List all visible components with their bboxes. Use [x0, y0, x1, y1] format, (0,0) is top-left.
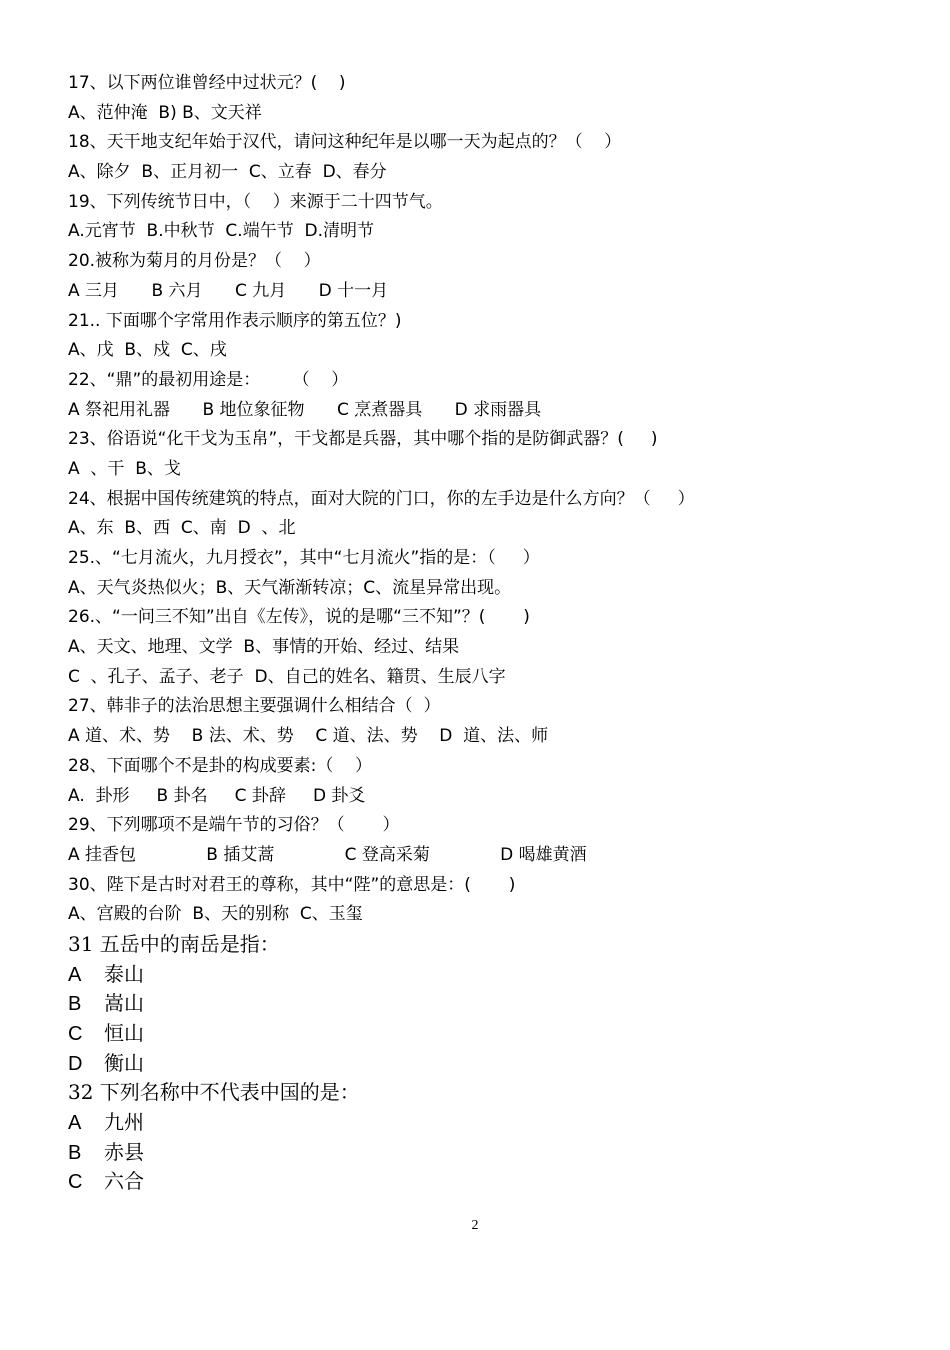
option-31-c [68, 1019, 928, 1049]
question-30: 30、陛下是古时对君王的尊称，其中“陛”的意思是：( ) [68, 874, 516, 895]
answer-27: A 道、术、势 B 法、术、势 C 道、法、势 D 道、法、师 [68, 726, 549, 747]
option-letter: C [68, 1171, 83, 1194]
answer-28: A. 卦形 B 卦名 C 卦辞 D 卦爻 [68, 785, 366, 806]
page-number: 2 [471, 1218, 479, 1233]
answer-26-cd: C 、孔子、孟子、老子 D、自己的姓名、籍贯、生辰八字 [68, 666, 506, 687]
option-text: 九州 [104, 1110, 144, 1135]
option-text: 赤县 [104, 1139, 144, 1164]
answer-19: A.元宵节 B.中秋节 C.端午节 D.清明节 [68, 221, 374, 242]
option-32-b [68, 1138, 928, 1168]
answer-30: A、宫殿的台阶 B、天的别称 C、玉玺 [68, 904, 363, 925]
question-25: 25.、“七月流火，九月授衣”，其中“七月流火”指的是：（ ） [68, 548, 540, 568]
option-letter: B [68, 1141, 82, 1164]
question-17: 17、以下两位谁曾经中过状元？( ) [68, 73, 346, 93]
question-24: 24、根据中国传统建筑的特点，面对大院的门口，你的左手边是什么方向？（ ） [68, 488, 695, 509]
answer-20: A 三月 B 六月 C 九月 D 十一月 [68, 280, 389, 301]
option-text: 泰山 [104, 961, 144, 986]
question-27: 27、韩非子的法治思想主要强调什么相结合（ ） [68, 696, 441, 717]
answer-29: A 挂香包 B 插艾蒿 C 登高采菊 D 喝雄黄酒 [68, 844, 587, 865]
question-28: 28、下面哪个不是卦的构成要素:（ ） [68, 755, 372, 776]
option-32-c [68, 1167, 928, 1197]
question-20: 20.被称为菊月的月份是？（ ） [68, 251, 321, 272]
answer-18: A、除夕 B、正月初一 C、立春 D、春分 [68, 162, 387, 183]
option-letter: A [68, 963, 82, 986]
question-19: 19、下列传统节日中，（ ）来源于二十四节气。 [68, 191, 443, 212]
answer-24: A、东 B、西 C、南 D 、北 [68, 518, 296, 539]
answer-26-ab: A、天文、地理、文学 B、事情的开始、经过、结果 [68, 637, 460, 658]
answer-21: A、戊 B、戍 C、戌 [68, 340, 227, 361]
option-letter: C [68, 1023, 83, 1045]
option-32-a [68, 1108, 928, 1138]
question-32: 32 下列名称中不代表中国的是： [68, 1080, 360, 1105]
option-text: 嵩山 [104, 991, 144, 1016]
option-text: 恒山 [104, 1021, 144, 1045]
option-text: 衡山 [104, 1050, 144, 1075]
question-31: 31 五岳中的南岳是指： [68, 931, 280, 956]
option-letter: B [68, 993, 82, 1016]
option-31-d [68, 1049, 928, 1079]
option-letter: D [68, 1052, 83, 1075]
option-31-a [68, 960, 928, 990]
question-21: 21.. 下面哪个字常用作表示顺序的第五位？) [68, 310, 402, 331]
question-29: 29、下列哪项不是端午节的习俗？（ ） [68, 815, 400, 836]
option-text: 六合 [104, 1169, 144, 1194]
question-26: 26.、“一问三不知”出自《左传》，说的是哪“三不知”？( ) [68, 607, 530, 628]
question-list [68, 69, 928, 1197]
answer-23: A 、干 B、戈 [68, 458, 181, 479]
answer-22: A 祭祀用礼器 B 地位象征物 C 烹煮器具 D 求雨器具 [68, 399, 542, 420]
option-31-b [68, 989, 928, 1019]
question-22: 22、“鼎”的最初用途是： （ ） [68, 369, 349, 390]
option-letter: A [68, 1112, 82, 1135]
question-23: 23、俗语说“化干戈为玉帛”，干戈都是兵器，其中哪个指的是防御武器？( ) [68, 429, 658, 450]
answer-25: A、天气炎热似火；B、天气渐渐转凉；C、流星异常出现。 [68, 577, 512, 598]
answer-17: A、范仲淹 B) B、文天祥 [68, 102, 262, 123]
question-18: 18、天干地支纪年始于汉代，请问这种纪年是以哪一天为起点的？（ ） [68, 132, 622, 153]
